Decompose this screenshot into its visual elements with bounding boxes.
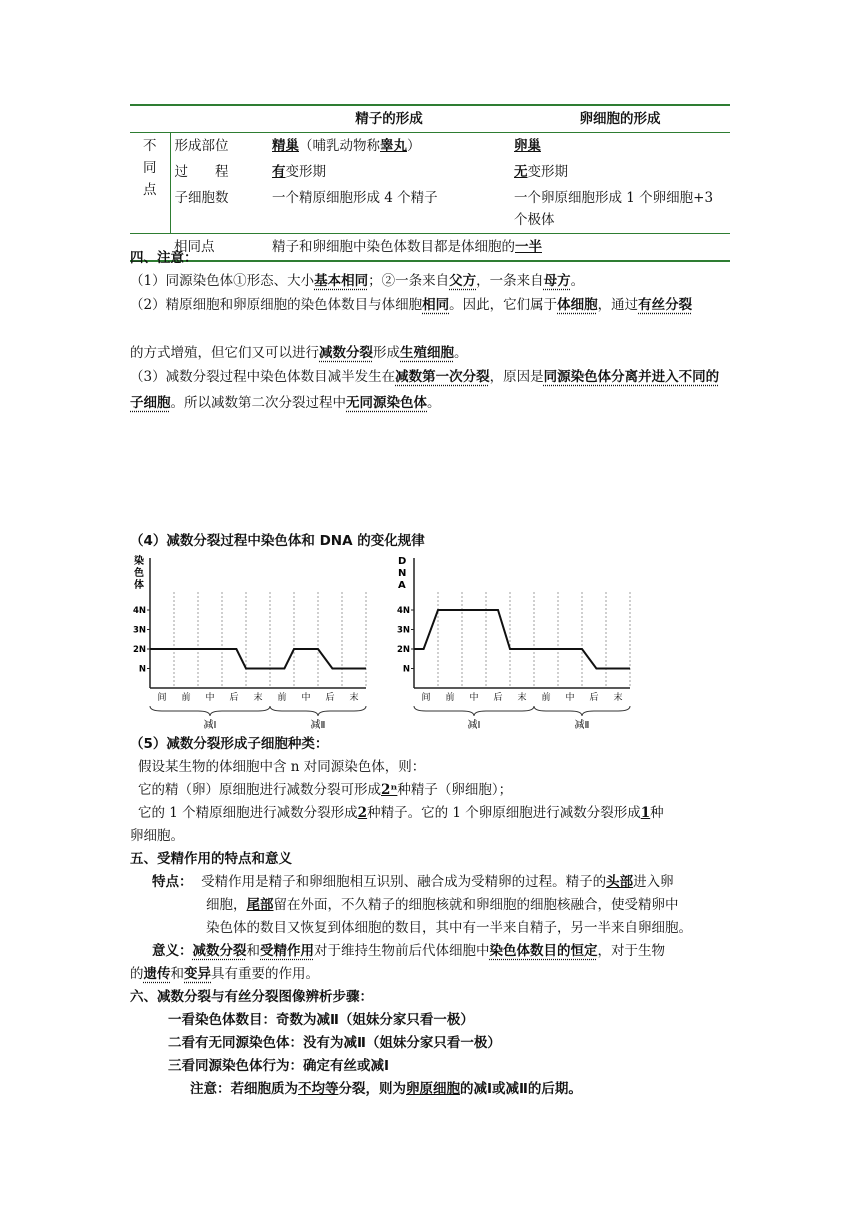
x-group-label: 减Ⅱ <box>574 720 590 731</box>
row-sperm <box>268 133 510 160</box>
comparison-table <box>130 104 730 262</box>
y-tick-label: N <box>402 664 410 675</box>
emph: 卵巢 <box>514 138 541 154</box>
step: 一看染色体数目：奇数为减Ⅱ（姐妹分家只看一极） <box>168 1012 474 1028</box>
group-char: 同 <box>143 160 157 176</box>
y-tick-label: 3N <box>132 625 146 636</box>
x-tick-label: 前 <box>277 693 287 703</box>
paragraph <box>206 894 730 916</box>
table-row <box>130 159 730 185</box>
x-tick-label: 中 <box>301 693 311 703</box>
paragraph <box>130 270 730 292</box>
table-header-cell <box>170 105 268 133</box>
x-tick-label: 中 <box>469 693 479 703</box>
emph: 卵原细胞 <box>406 1081 460 1097</box>
table-header-sperm: 精子的形成 <box>268 105 510 133</box>
x-tick-label: 末 <box>253 693 263 703</box>
y-axis-label: 体 <box>134 580 144 591</box>
row-label: 过 程 <box>174 164 229 180</box>
text: 对于维持生物前后代体细胞中 <box>314 943 490 959</box>
step: 二看有无同源染色体：没有为减Ⅱ（姐妹分家只看一极） <box>168 1035 501 1051</box>
paragraph: 染色体的数目又恢复到体细胞的数目，其中有一半来自精子，另一半来自卵细胞。 <box>206 920 692 936</box>
text: ，对于生物 <box>597 943 665 959</box>
step: 三看同源染色体行为：确定有丝或减Ⅰ <box>168 1058 390 1074</box>
x-tick-label: 中 <box>205 693 215 703</box>
paragraph: 卵细胞。 <box>130 828 184 844</box>
series-line <box>414 610 630 669</box>
text: 形成 <box>373 345 400 361</box>
bracket <box>270 706 366 716</box>
emph: 睾丸 <box>380 138 407 154</box>
group-char: 不 <box>143 138 157 154</box>
text: 它的精（卵）原细胞进行减数分裂可形成 <box>138 782 381 798</box>
text: 和 <box>246 943 260 959</box>
y-tick-label: 4N <box>132 606 146 616</box>
x-tick-label: 中 <box>565 693 575 703</box>
emph: 一半 <box>515 239 542 255</box>
emph: 母方 <box>543 273 571 289</box>
x-tick-label: 后 <box>493 693 503 703</box>
text: 细胞， <box>206 897 247 913</box>
text: 。因此，它们属于 <box>449 297 558 313</box>
emph: 同源染色体分离并进入不同的子细胞 <box>130 369 720 411</box>
x-tick-label: 后 <box>589 693 599 703</box>
x-tick-label: 末 <box>613 693 623 703</box>
emph: 有 <box>272 164 286 180</box>
bracket <box>414 706 534 716</box>
text: 和 <box>170 966 184 982</box>
y-axis-label: D <box>398 556 407 567</box>
emph: 无 <box>514 164 528 180</box>
emph: 精巢 <box>272 138 299 154</box>
x-tick-label: 后 <box>229 693 239 703</box>
emph: 减数第一次分裂 <box>395 369 490 385</box>
text: （2）精原细胞和卵原细胞的染色体数目与体细胞 <box>130 297 423 313</box>
text: 进入卵 <box>633 874 674 890</box>
row-label: 形成部位 <box>174 138 229 154</box>
emph: 染色体数目的恒定 <box>489 943 598 959</box>
row-sperm <box>268 159 510 185</box>
emph: 2ⁿ <box>381 782 398 798</box>
y-tick-label: 3N <box>396 625 410 636</box>
text: 。 <box>570 273 585 289</box>
x-tick-label: 前 <box>445 693 455 703</box>
text: （1）同源染色体①形态、大小 <box>130 273 315 289</box>
bracket <box>534 706 630 716</box>
text: 它的 1 个精原细胞进行减数分裂形成 <box>138 805 358 821</box>
emph: 父方 <box>449 273 477 289</box>
x-tick-label: 末 <box>349 693 359 703</box>
label: 特点： <box>152 874 193 890</box>
text: （3）减数分裂过程中染色体数目减半发生在 <box>130 369 396 385</box>
text: 受精作用是精子和卵细胞相互识别、融合成为受精卵的过程。精子的 <box>201 874 607 890</box>
x-tick-label: 前 <box>541 693 551 703</box>
paragraph <box>152 871 730 893</box>
y-axis-label: A <box>398 580 406 591</box>
row-label: 子细胞数 <box>174 190 229 206</box>
row-egg <box>510 133 730 160</box>
text: 分裂，则为 <box>338 1081 406 1097</box>
table-row <box>130 133 730 160</box>
text: 。 <box>454 345 468 361</box>
text: ；②一条来自 <box>368 273 450 289</box>
text: 变形期 <box>527 164 568 180</box>
y-axis-label: 色 <box>134 568 144 579</box>
row-label: 相同点 <box>170 234 268 262</box>
emph: 生殖细胞 <box>400 345 454 361</box>
paragraph: 假设某生物的体细胞中含 n 对同源染色体，则： <box>138 759 426 775</box>
x-tick-label: 间 <box>157 693 167 703</box>
emph: 不均等 <box>298 1081 339 1097</box>
emph: 受精作用 <box>260 943 314 959</box>
emph: 减数分裂 <box>192 943 247 959</box>
text: ） <box>407 138 421 154</box>
emph: 减数分裂 <box>319 345 373 361</box>
row-sperm: 一个精原细胞形成 4 个精子 <box>272 190 438 206</box>
paragraph <box>138 779 738 801</box>
section-title: （5）减数分裂形成子细胞种类： <box>130 736 329 752</box>
emph: 无同源染色体 <box>346 395 427 411</box>
text: 的减Ⅰ或减Ⅱ的后期。 <box>460 1081 582 1097</box>
text: 。 <box>427 395 441 411</box>
emph: 体细胞 <box>557 297 598 313</box>
x-tick-label: 前 <box>181 693 191 703</box>
text: 变形期 <box>285 164 326 180</box>
text: 种 <box>650 805 664 821</box>
emph: 有丝分裂 <box>638 297 693 313</box>
y-tick-label: N <box>138 664 146 675</box>
text: 的 <box>130 966 144 982</box>
table-header-cell <box>130 105 170 133</box>
text: （哺乳动物称 <box>299 138 380 154</box>
text: 。所以减数第二次分裂过程中 <box>170 395 346 411</box>
emph: 基本相同 <box>314 273 369 289</box>
emph: 2 <box>357 805 368 821</box>
text: 种精子。它的 1 个卵原细胞进行减数分裂形成 <box>367 805 641 821</box>
y-axis-label: 染 <box>134 556 144 567</box>
text: ，通过 <box>597 297 639 313</box>
paragraph <box>138 802 730 824</box>
emph: 遗传 <box>143 966 171 982</box>
section-title: 四、注意： <box>130 250 198 266</box>
row-egg: 一个卵原细胞形成 1 个卵细胞+3 个极体 <box>514 190 714 228</box>
text: ，一条来自 <box>476 273 544 289</box>
x-group-label: 减Ⅰ <box>467 720 481 731</box>
text: 的方式增殖，但它们又可以进行 <box>130 345 319 361</box>
y-tick-label: 2N <box>396 645 410 655</box>
table-header-egg: 卵细胞的形成 <box>510 105 730 133</box>
text: 精子和卵细胞中染色体数目都是体细胞的 <box>272 239 515 255</box>
section-title: （4）减数分裂过程中染色体和 DNA 的变化规律 <box>130 533 425 549</box>
x-tick-label: 后 <box>325 693 335 703</box>
paragraph <box>130 963 730 985</box>
x-tick-label: 末 <box>517 693 527 703</box>
x-tick-label: 间 <box>421 693 431 703</box>
y-tick-label: 4N <box>396 606 410 616</box>
text: 具有重要的作用。 <box>211 966 319 982</box>
paragraph <box>130 342 730 364</box>
series-line <box>150 649 366 669</box>
emph: 头部 <box>606 874 634 890</box>
text: 种精子（卵细胞）； <box>397 782 513 798</box>
x-group-label: 减Ⅰ <box>203 720 217 731</box>
note <box>190 1078 730 1100</box>
x-group-label: 减Ⅱ <box>310 720 326 731</box>
group-char: 点 <box>143 182 157 198</box>
chromosome-chart <box>128 552 378 731</box>
y-tick-label: 2N <box>132 645 146 655</box>
bracket <box>150 706 270 716</box>
y-axis-label: N <box>398 568 407 579</box>
table-header-row <box>130 105 730 133</box>
group-label <box>130 133 170 234</box>
emph: 尾部 <box>246 897 274 913</box>
row-egg <box>510 159 730 185</box>
dna-chart <box>392 552 642 731</box>
paragraph <box>130 364 730 416</box>
section-title: 六、减数分裂与有丝分裂图像辨析步骤： <box>130 989 373 1005</box>
section-title: 五、受精作用的特点和意义 <box>130 851 292 867</box>
emph: 变异 <box>184 966 211 982</box>
paragraph <box>130 294 730 316</box>
label: 意义： <box>152 943 193 959</box>
emph: 相同 <box>422 297 450 313</box>
text: 留在外面，不久精子的细胞核就和卵细胞的细胞核融合，使受精卵中 <box>273 897 679 913</box>
text: 注意：若细胞质为 <box>190 1081 298 1097</box>
table-row <box>130 185 730 234</box>
emph: 1 <box>640 805 651 821</box>
paragraph <box>152 940 730 962</box>
text: ，原因是 <box>489 369 544 385</box>
